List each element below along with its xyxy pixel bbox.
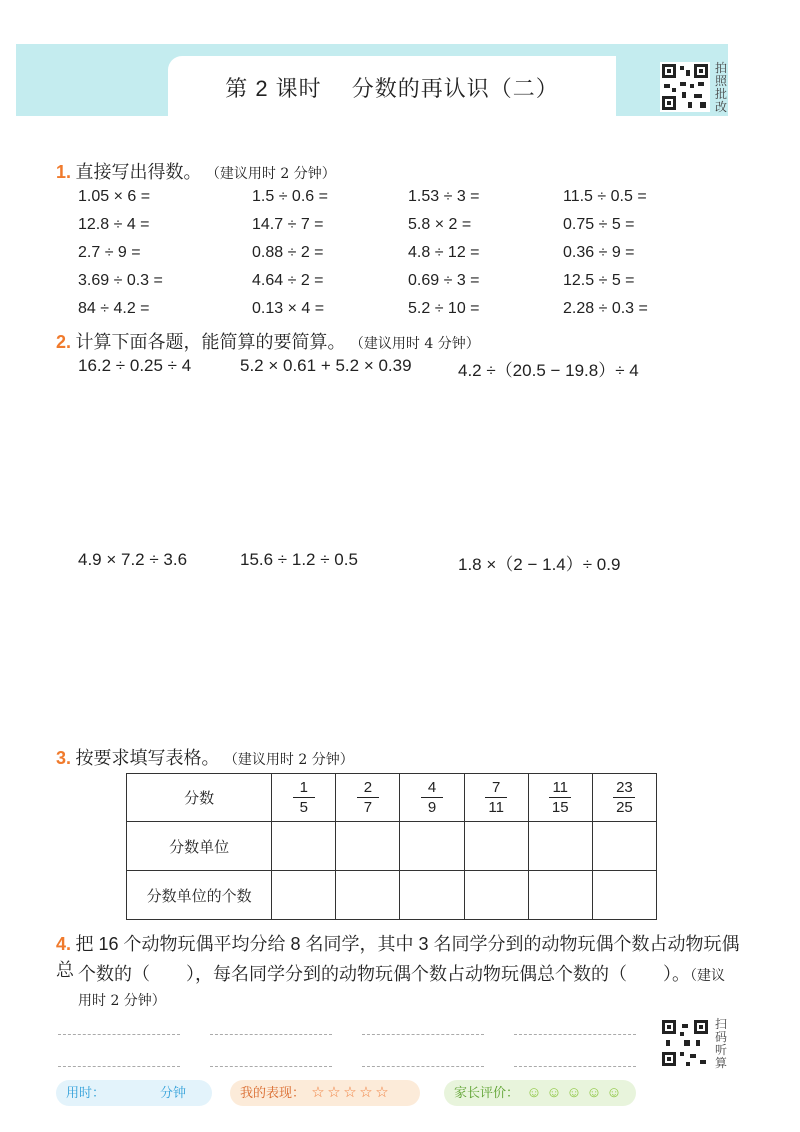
question-1-heading bbox=[56, 158, 336, 184]
denominator: 5 bbox=[299, 799, 308, 816]
numerator: 11 bbox=[552, 779, 569, 796]
star-icon[interactable]: ☆ bbox=[311, 1084, 325, 1101]
q2-expression: 16.2 ÷ 0.25 ÷ 4 bbox=[78, 356, 192, 375]
question-4-text-2: 个数的（ ），每名同学分到的动物玩偶个数占动物玩偶总个数的（ ）。 bbox=[78, 964, 690, 984]
smiley-rating bbox=[524, 1080, 624, 1106]
row-header-unit: 分数单位 bbox=[127, 822, 272, 871]
q2-expression: 1.8 ×（2 − 1.4）÷ 0.9 bbox=[458, 555, 621, 574]
star-icon[interactable]: ☆ bbox=[375, 1084, 389, 1101]
answer-line[interactable] bbox=[210, 1066, 332, 1067]
q1-expression: 4.64 ÷ 2 = bbox=[252, 272, 324, 289]
answer-cell[interactable] bbox=[272, 822, 336, 871]
denominator: 9 bbox=[427, 799, 437, 816]
parent-evaluation-label: 家长评价： bbox=[454, 1085, 520, 1100]
answer-cell[interactable] bbox=[400, 822, 464, 871]
fraction-cell bbox=[272, 774, 336, 822]
qr-code-icon[interactable] bbox=[660, 1018, 710, 1068]
answer-line[interactable] bbox=[362, 1066, 484, 1067]
q1-expression: 5.2 ÷ 10 = bbox=[408, 300, 480, 317]
star-icon[interactable]: ☆ bbox=[327, 1084, 341, 1101]
q1-expression: 14.7 ÷ 7 = bbox=[252, 216, 324, 233]
fraction-cell bbox=[592, 774, 656, 822]
q1-expression: 0.13 × 4 = bbox=[252, 300, 325, 317]
answer-cell[interactable] bbox=[528, 822, 592, 871]
answer-cell[interactable] bbox=[592, 822, 656, 871]
page-title: 第 2 课时 分数的再认识（二） bbox=[225, 76, 559, 101]
time-unit: 分钟 bbox=[160, 1085, 187, 1100]
numerator: 2 bbox=[363, 779, 373, 796]
answer-cell[interactable] bbox=[400, 871, 464, 920]
q2-expression: 4.9 × 7.2 ÷ 3.6 bbox=[78, 550, 188, 569]
time-spent-box bbox=[56, 1080, 212, 1106]
question-2-hint: （建议用时 4 分钟） bbox=[349, 336, 480, 352]
fraction-table bbox=[126, 773, 657, 920]
q1-expression: 1.53 ÷ 3 = bbox=[408, 188, 480, 205]
answer-cell[interactable] bbox=[592, 871, 656, 920]
answer-cell[interactable] bbox=[272, 871, 336, 920]
q1-expression: 12.5 ÷ 5 = bbox=[563, 272, 635, 289]
parent-evaluation-box bbox=[444, 1080, 636, 1106]
question-2-number: 2. bbox=[56, 332, 72, 352]
answer-cell[interactable] bbox=[464, 822, 528, 871]
denominator: 11 bbox=[488, 799, 504, 816]
star-icon[interactable]: ☆ bbox=[343, 1084, 357, 1101]
smiley-icon[interactable]: ☺ bbox=[606, 1084, 622, 1101]
answer-line[interactable] bbox=[58, 1066, 180, 1067]
smiley-icon[interactable]: ☺ bbox=[566, 1084, 582, 1101]
row-header-unit-count: 分数单位的个数 bbox=[127, 871, 272, 920]
answer-cell[interactable] bbox=[336, 871, 400, 920]
question-3-hint: （建议用时 2 分钟） bbox=[223, 752, 354, 768]
answer-line[interactable] bbox=[514, 1066, 636, 1067]
qr-top-label: 拍照批改 bbox=[714, 61, 727, 114]
my-performance-box bbox=[230, 1080, 420, 1106]
answer-line[interactable] bbox=[210, 1034, 332, 1035]
row-header-fraction: 分数 bbox=[127, 774, 272, 822]
q1-expression: 0.88 ÷ 2 = bbox=[252, 244, 324, 261]
numerator: 7 bbox=[491, 779, 501, 796]
performance-label: 我的表现： bbox=[240, 1085, 306, 1100]
q1-expression: 4.8 ÷ 12 = bbox=[408, 244, 480, 261]
question-4-hint-start: （建议 bbox=[690, 968, 725, 984]
fraction-cell bbox=[528, 774, 592, 822]
fraction-cell bbox=[400, 774, 464, 822]
answer-line[interactable] bbox=[362, 1034, 484, 1035]
denominator: 7 bbox=[363, 799, 373, 816]
q1-expression: 12.8 ÷ 4 = bbox=[78, 216, 150, 233]
question-1-text: 直接写出得数。 bbox=[75, 162, 202, 182]
smiley-icon[interactable]: ☺ bbox=[586, 1084, 602, 1101]
time-label: 用时： bbox=[66, 1085, 106, 1100]
question-3-heading bbox=[56, 744, 354, 770]
q1-expression: 11.5 ÷ 0.5 = bbox=[563, 188, 647, 205]
answer-line[interactable] bbox=[58, 1034, 180, 1035]
q2-expression: 4.2 ÷（20.5 − 19.8）÷ 4 bbox=[458, 361, 639, 380]
question-4-line-2 bbox=[78, 960, 725, 986]
q1-expression: 0.75 ÷ 5 = bbox=[563, 216, 635, 233]
question-4-hint-end: 用时 2 分钟） bbox=[78, 993, 166, 1009]
q1-expression: 1.5 ÷ 0.6 = bbox=[252, 188, 328, 205]
answer-cell[interactable] bbox=[464, 871, 528, 920]
q1-expression: 3.69 ÷ 0.3 = bbox=[78, 272, 163, 289]
question-2-text: 计算下面各题，能简算的要简算。 bbox=[75, 332, 346, 352]
smiley-icon[interactable]: ☺ bbox=[546, 1084, 562, 1101]
q1-expression: 84 ÷ 4.2 = bbox=[78, 300, 150, 317]
numerator: 23 bbox=[616, 779, 633, 796]
question-4-number: 4. bbox=[56, 934, 72, 954]
q1-expression: 1.05 × 6 = bbox=[78, 188, 151, 205]
smiley-icon[interactable]: ☺ bbox=[526, 1084, 542, 1101]
q1-expression: 2.28 ÷ 0.3 = bbox=[563, 300, 648, 317]
fraction-cell bbox=[336, 774, 400, 822]
qr-code-icon[interactable] bbox=[660, 62, 710, 112]
q1-expression: 0.36 ÷ 9 = bbox=[563, 244, 635, 261]
numerator: 4 bbox=[427, 779, 437, 796]
question-4-text-1: 把 16 个动物玩偶平均分给 8 名同学，其中 3 名同学分到的动物玩偶个数占动物玩偶总 bbox=[56, 934, 740, 980]
star-rating bbox=[310, 1080, 390, 1106]
q2-expression: 5.2 × 0.61 + 5.2 × 0.39 bbox=[240, 356, 412, 375]
qr-bottom-label: 扫码听算 bbox=[714, 1017, 727, 1070]
question-1-hint: （建议用时 2 分钟） bbox=[205, 166, 336, 182]
denominator: 15 bbox=[551, 799, 569, 816]
question-3-text: 按要求填写表格。 bbox=[75, 748, 220, 768]
q1-expression: 0.69 ÷ 3 = bbox=[408, 272, 480, 289]
star-icon[interactable]: ☆ bbox=[359, 1084, 373, 1101]
question-1-number: 1. bbox=[56, 162, 72, 182]
q2-expression: 15.6 ÷ 1.2 ÷ 0.5 bbox=[240, 550, 358, 569]
answer-cell[interactable] bbox=[336, 822, 400, 871]
fraction-cell bbox=[464, 774, 528, 822]
denominator: 25 bbox=[616, 799, 633, 816]
q1-expression: 2.7 ÷ 9 = bbox=[78, 244, 141, 261]
q1-expression: 5.8 × 2 = bbox=[408, 216, 472, 233]
question-3-number: 3. bbox=[56, 748, 72, 768]
question-2-heading bbox=[56, 328, 480, 354]
numerator: 1 bbox=[299, 779, 308, 796]
answer-cell[interactable] bbox=[528, 871, 592, 920]
answer-line[interactable] bbox=[514, 1034, 636, 1035]
